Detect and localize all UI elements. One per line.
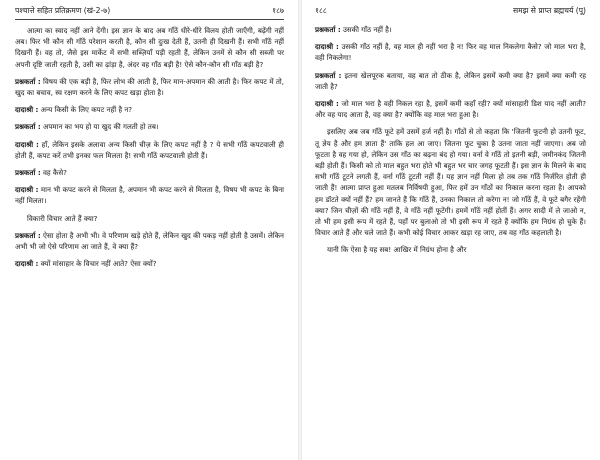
speaker-label: दादाश्री : xyxy=(15,259,39,269)
right-page xyxy=(300,0,600,460)
left-header-title: पश्चात्ते सहित प्रतिक्रमण (खं-2-७) xyxy=(15,6,111,15)
left-page-number: १८७ xyxy=(272,6,284,15)
paragraph-text: क्यों मांसाहार के विचार नहीं आते? ऐसा क्यों? xyxy=(38,259,157,269)
paragraph xyxy=(315,24,586,35)
speaker-label: प्रश्नकर्ता : xyxy=(15,76,41,86)
paragraph xyxy=(15,167,284,178)
paragraph-text: वह कैसे? xyxy=(40,168,67,178)
speaker-label: प्रश्नकर्ता : xyxy=(15,230,41,240)
paragraph xyxy=(315,244,586,255)
paragraph xyxy=(15,213,284,224)
speaker-label: दादाश्री : xyxy=(15,105,39,115)
right-header-title: समझ से प्राप्त ब्रह्मचर्य (पू) xyxy=(512,6,586,15)
paragraph-text: हाँ, लेकिन इसके अलावा अन्य किसी चीज़ के लिए कपट नहीं है ? ये सभी गाँठें कपटवाली ही होती हैं, कपट करें तभी इनका फल मिलता है! सभी गाँठें कपटवाली होती हैं। xyxy=(15,139,284,160)
paragraph xyxy=(315,98,586,120)
paragraph xyxy=(15,76,284,98)
paragraph xyxy=(315,70,586,92)
left-page-header xyxy=(15,6,284,20)
paragraph xyxy=(15,230,284,252)
paragraph-text: जो माल भरा है वही निकल रहा है, इसमें कमी कहाँ रही? क्यों मांसाहारी डिश याद नहीं आती? और वह याद आता है, वह क्या है? क्योंकि वह माल भरा हुआ है। xyxy=(315,99,587,120)
left-page-body xyxy=(15,25,284,269)
paragraph-text: आत्मा का स्वाद नहीं आने देंगी। इस ज्ञान के बाद अब गाँठें धीरे-धीरे विलय होती जाएँगी, बढ़ेंगी नहीं अब। फिर भी कौन सी गाँठें परेशान करती है, कौन सी दुःख देती हैं, उतनी ही दिखनी हैं। सभी गाँठें नहीं दिखनी हैं। वह तो, जैसे इस मार्केट में सभी सब्ज़ियाँ पड़ी रहती हैं, लेकिन उनमें से कौन सी सब्जी पर अपनी दृष्टि जाती रहती है, उसी का ढ़ांड़ा है, अंदर वह गाँठ बड़ी है! ऐसे कौन-कौन सी गाँठ बड़ी है? xyxy=(15,26,284,69)
speaker-label: प्रश्नकर्ता : xyxy=(315,25,341,34)
speaker-label: दादाश्री : xyxy=(315,99,339,109)
right-page-body xyxy=(315,24,586,256)
speaker-label: दादाश्री : xyxy=(15,139,39,149)
paragraph xyxy=(15,121,284,132)
right-page-number: १८८ xyxy=(315,6,327,15)
paragraph-text: विकारी विचार आते हैं क्या? xyxy=(27,213,98,223)
paragraph-text: इसलिए अब जब गाँठें फूटे हमें उसमें हर्ज नहीं है। गाँठों से तो कहता कि 'जितनी फूटनी हो उतनी फूट, तू ज्ञेय है और हम ज्ञाता हैं' ताकि हल आ जाए। जितना फूट चुका है उतना जाता नहीं जाएगा। अब जो फूटता है वह गया हो, लेकिन उस गाँठ का बढ़ना बंद हो गया। वर्ना वे गाँठें तो इतनी बड़ी, जमीनकंद जितनी बड़ी होती हैं। किसी को तो माल बहुत भरा होते भी बहुत भर चार जगह फूटती हैं। इस ज्ञान के मिलने के बाद सभी गाँठें टूटने लगती हैं, वर्ना गाँठें टूटती नहीं हैं। यह ज्ञान नहीं मिला हो तब तक गाँठें निर्जरित होती ही जाती हैं! आत्मा प्राप्त हुआ मतलब निर्विषयी हुआ, फिर हमें उन गाँठों का निकाल करना रहता है। आपको हम डॉटते क्यों नहीं हैं? हम जानते हैं कि गाँठें हैं, उनका निकाल तो करेगा न! जो गाँठें हैं, वे फूटे बगैर रहेंगी क्या? जिन चीज़ों की गाँठें नहीं हैं, वे गाँठें नहीं फूटेंगी। हममें गाँठें नहीं होतीं हैं। अगर सादी में ले जाओ न, तो भी हम इसी रूप में रहते हैं, पहाँ पर बुलाओ तो भी इसी रूप में रहते हैं क्योंकि हम निग्रंथ हो चुके हैं। विचार आते हैं और चले जाते हैं। कभी कोई विचार आकर खड़ा रह जाए, तब वह गाँठ कहलाती है। xyxy=(315,127,586,238)
paragraph-text: इतना खेलपूरक बताया, वह बात तो ठीक है, लेकिन इसमें कमी क्या है? इसमें क्या कमी रह जाती है? xyxy=(315,70,586,91)
paragraph-text: उसकी गाँठ नहीं है, वह माल ही नहीं भरा है न! फिर वह माल निकलेगा कैसे? जो माल भरा है, वही निकलेगा! xyxy=(315,42,587,63)
paragraph xyxy=(15,184,284,206)
paragraph-text: विषय की एक बड़ी है, फिर लोभ की आती है, फिर मान-अपमान की आती है। फिर कपट में तो, खुद का बचाव, स्व रक्षण करने के लिए कपट खड़ा होता है। xyxy=(15,76,284,98)
paragraph-text: मान भी कपट करने से मिलता है, अपमान भी कपट करने से मिलता है, विषय भी कपट के बिना नहीं मिलता। xyxy=(15,185,284,206)
paragraph-text: ऐसा होता है अभी भी। वे परिणाम खड़े होते हैं, लेकिन खुद की पकड़ नहीं होती है उसमें। लेकिन अभी भी जो ऐसे परिणाम आ जाते हैं, वे क्या हैं? xyxy=(15,230,284,252)
paragraph xyxy=(15,104,284,115)
paragraph-text: यानी कि ऐसा है यह सब! आखिर में निग्रंथ होना है और xyxy=(327,245,467,255)
paragraph-text: अपमान का भय हो या खुद की गलती हो तब। xyxy=(40,122,159,132)
paragraph-text: उसकी गाँठ नहीं है। xyxy=(340,25,392,34)
paragraph xyxy=(15,139,284,161)
paragraph xyxy=(315,41,586,63)
paragraph xyxy=(15,25,284,70)
speaker-label: दादाश्री : xyxy=(315,42,339,52)
speaker-label: दादाश्री : xyxy=(15,185,39,195)
paragraph xyxy=(15,258,284,269)
paragraph-text: अन्य किसी के लिए कपट नहीं है न? xyxy=(38,105,133,115)
speaker-label: प्रश्नकर्ता : xyxy=(15,122,41,132)
right-page-header xyxy=(315,6,586,19)
speaker-label: प्रश्नकर्ता : xyxy=(15,168,41,178)
speaker-label: प्रश्नकर्ता : xyxy=(315,70,342,80)
paragraph xyxy=(315,126,586,238)
